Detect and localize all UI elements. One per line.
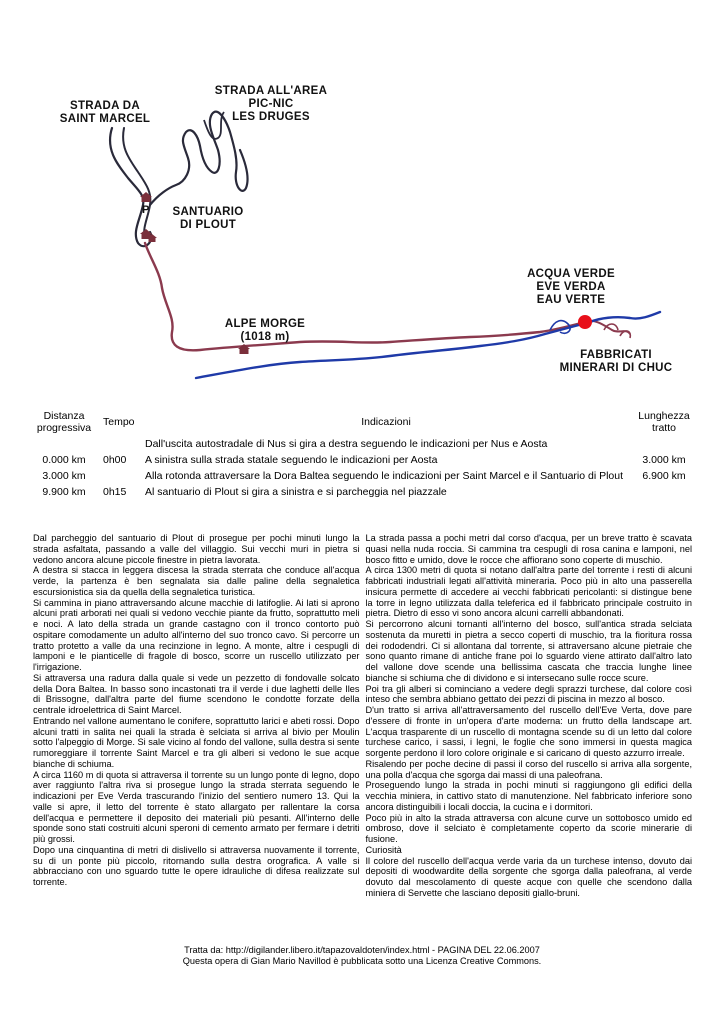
- label-strada-area-picnic: STRADA ALL'AREA PIC-NIC LES DRUGES: [214, 85, 328, 123]
- row-distance: 0.000 km: [42, 454, 86, 466]
- row-time: [100, 468, 142, 484]
- label-acqua-verde: ACQUA VERDE EVE VERDA EAU VERTE: [527, 268, 615, 306]
- footer: [0, 945, 724, 967]
- paragraph: La strada passa a pochi metri dal corso d'acqua, per un breve tratto è scavata quasi nella nuda roccia. Si cammina tra cespugli di rosa canina e lamponi, nel bosco fitto e umido, dove le rocce che affiorano sono coperte di muschio.: [365, 533, 692, 565]
- row-directions: A sinistra sulla strada statale seguendo le indicazioni per Aosta: [145, 454, 438, 466]
- road-picnic-area: [150, 112, 248, 205]
- paragraph: Proseguendo lungo la strada in pochi minuti si raggiungono gli edifici della vecchia miniera, in cattivo stato di manutenzione. Nel fabbricato inferiore sono ancora distinguibili i locali doccia, la cucina e i dormitori.: [365, 780, 692, 812]
- label-santuario: SANTUARIO DI PLOUT: [172, 206, 244, 231]
- label-alpe-morge: ALPE MORGE (1018 m): [224, 318, 306, 343]
- section-heading-curiosita: Curiosità: [365, 844, 402, 855]
- row-directions: Dall'uscita autostradale di Nus si gira a destra seguendo le indicazioni per Nus e Aosta: [145, 438, 548, 450]
- paragraph: A circa 1300 metri di quota si notano dall'altra parte del torrente i resti di alcuni fabbricati industriali legati all'attività mineraria. Poco più in alto una passerella insicura permette di accedere ai vecchi fabbricati pericolanti: si distingue bene la torre in legno utilizzata dalla teleferica ed il fabbricato principale costruito in pietra. Dietro di esso vi sono ancora alcuni carrelli abbandonati.: [365, 565, 692, 619]
- paragraph: Si percorrono alcuni tornanti all'interno del bosco, sull'antica strada selciata sostenuta da muretti in pietra a secco coperti di muschio, tra la fioritura rossa dei rododendri. Ci si allontana dal torrente, si attraversano alcune pietraie che sono quanto rimane di antiche frane poi lo sguardo viene attirato dall'altro lato del vallone dove scende una bellissima cascata che traccia lunghe linee bianche si schiuma che di dividono e si intersecano sulle rocce scure.: [365, 619, 692, 683]
- parking-marker: P: [142, 204, 150, 216]
- row-time: 0h15: [103, 486, 127, 498]
- paragraph: Si attraversa una radura dalla quale si vede un pezzetto di fondovalle solcato della Dora Baltea. In basso sono incastonati tra il verde i due laghetti delle Iles di Brissogne, dall'altra parte del fiume scendono le condotte forzate della centrale idroelettrica di Saint Marcel.: [33, 672, 360, 715]
- row-length: 6.900 km: [642, 470, 686, 482]
- paragraph: Poi tra gli alberi si cominciano a vedere degli sprazzi turchese, dal colore così inteso che sembra abbiano gettato dei pezzi di piscina in mezzo al bosco.: [365, 683, 692, 705]
- row-length: [630, 484, 698, 500]
- label-strada-saint-marcel: STRADA DA SAINT MARCEL: [59, 100, 151, 125]
- acqua-verde-marker: [578, 315, 592, 329]
- paragraph: Dopo una cinquantina di metri di dislivello si attraversa nuovamente il torrente, su di un ponte più piccolo, ritornando sulla destra orografica. A valle si abbracciano con uno sguardo tutte le opere idrauliche di difesa realizzate sul torrente.: [33, 844, 360, 887]
- row-distance: 3.000 km: [42, 470, 86, 482]
- route-map: [0, 0, 724, 400]
- footer-license: Questa opera di Gian Mario Navillod è pubblicata sotto una Licenza Creative Commons.: [182, 956, 542, 966]
- row-distance: 9.900 km: [42, 486, 86, 498]
- row-time: 0h00: [103, 454, 127, 466]
- paragraph: Poco più in alto la strada attraversa con alcune curve un sottobosco umido ed ombroso, dove il selciato è completamente coperto da scorie minerarie di fusione.: [365, 812, 692, 844]
- row-time: [100, 436, 142, 452]
- row-distance: [28, 436, 100, 452]
- route-directions-table: [28, 408, 698, 500]
- row-length: [630, 436, 698, 452]
- paragraph: Dal parcheggio del santuario di Plout di prosegue per pochi minuti lungo la strada asfaltata, passando a valle del villaggio. Sui vecchi muri in pietra si vedono ancora alcune piccole finestre in pietra lavorata.: [33, 533, 360, 565]
- table-row: [28, 468, 698, 484]
- paragraph: Risalendo per poche decine di passi il corso del ruscello si arriva alla sorgente, una polla d'acqua che sgorga dai massi di una paleofrana.: [365, 758, 692, 780]
- paragraph: Si cammina in piano attraversando alcune macchie di latifoglie. Ai lati si aprono alcuni prati arborati nei quali si vedono vecchie piante da frutto, soprattutto meli e noci. A lato della strada un grande castagno con il tronco contorto può ospitare comodamente un adulto all'interno del suo tronco cavo. Si percorre un tratto protetto a valle da una recinzione in legno. A monte, altre i cespugli di lamponi e le pianticelle di fragole di bosco, scorre un ruscello utilizzato per l'irrigazione.: [33, 597, 360, 672]
- row-directions: Alla rotonda attraversare la Dora Baltea seguendo le indicazioni per Saint Marcel e il Santuario di Plout: [145, 470, 624, 482]
- route-description: [33, 533, 692, 899]
- table-row: [28, 484, 698, 500]
- footer-source: Tratta da: http://digilander.libero.it/tapazovaldoten/index.html - PAGINA DEL 22.06.2007: [184, 945, 540, 955]
- table-header-row: [28, 408, 698, 436]
- paragraph: Il colore del ruscello dell'acqua verde varia da un turchese intenso, dovuto dai depositi di woodwardite della sorgente che sgorga dalla paleofrana, al verde dovuto dal mescolamento di queste acque con quelle che scendono dalla miniera di Servette che lasciano depositi giallo-bruni.: [365, 855, 692, 898]
- label-fabbricati: FABBRICATI MINERARI DI CHUC: [559, 349, 673, 374]
- header-time: Tempo: [103, 416, 135, 428]
- paragraph: A circa 1160 m di quota si attraversa il torrente su un lungo ponte di legno, dopo aver raggiunto l'altra riva si prosegue lungo la strada sterrata seguendo le indicazioni per Eve Verda trascurando l'inizio del sentiero numero 13. Qui la valle si apre, il letto del torrente è stato allargato per rallentare la corsa dell'acqua e permettere il deposito dei materiali più pesanti. All'interno delle sponde sono stati costruiti alcuni speroni di cemento armato per fermare i detriti più grossi.: [33, 769, 360, 844]
- row-directions: Al santuario di Plout si gira a sinistra e si parcheggia nel piazzale: [145, 486, 447, 498]
- header-length: Lunghezza tratto: [638, 410, 690, 434]
- header-directions: Indicazioni: [361, 416, 411, 428]
- table-row: [28, 436, 698, 452]
- road-saint-marcel-2: [123, 128, 150, 238]
- paragraph: Entrando nel vallone aumentano le conifere, soprattutto larici e abeti rossi. Dopo alcuni tratti in salita nei quali la strada è selciata si arriva al bivio per Moulin sotto l'alpeggio di Morge. Si sale vicino al fondo del vallone, sulla destra si sente rumoreggiare il torrente Saint Marcel e tra gli alberi si vedono le sue acque bianche di schiuma.: [33, 715, 360, 769]
- row-length: 3.000 km: [642, 454, 686, 466]
- header-distance: Distanza progressiva: [36, 410, 92, 434]
- paragraph: A destra si stacca in leggera discesa la strada sterrata che conduce all'acqua verde, la partenza è ben segnalata sia dalle paline della segnaletica escursionistica sia da quella della segnaletica turistica.: [33, 565, 360, 597]
- route-map-drawing: [0, 0, 724, 400]
- paragraph: D'un tratto si arriva all'attraversamento del ruscello dell'Eve Verta, dove pare d'essere di fronte in un'opera d'arte moderna: un frutto della landscape art. L'acqua trasparente di un ruscello di montagna scende su di un letto dal colore turchese carico, i sassi, i legni, le foglie che sono immersi in questa magica sorgente perdono il loro colore originale e si caricano di questo azzurro irreale.: [365, 705, 692, 758]
- table-row: [28, 452, 698, 468]
